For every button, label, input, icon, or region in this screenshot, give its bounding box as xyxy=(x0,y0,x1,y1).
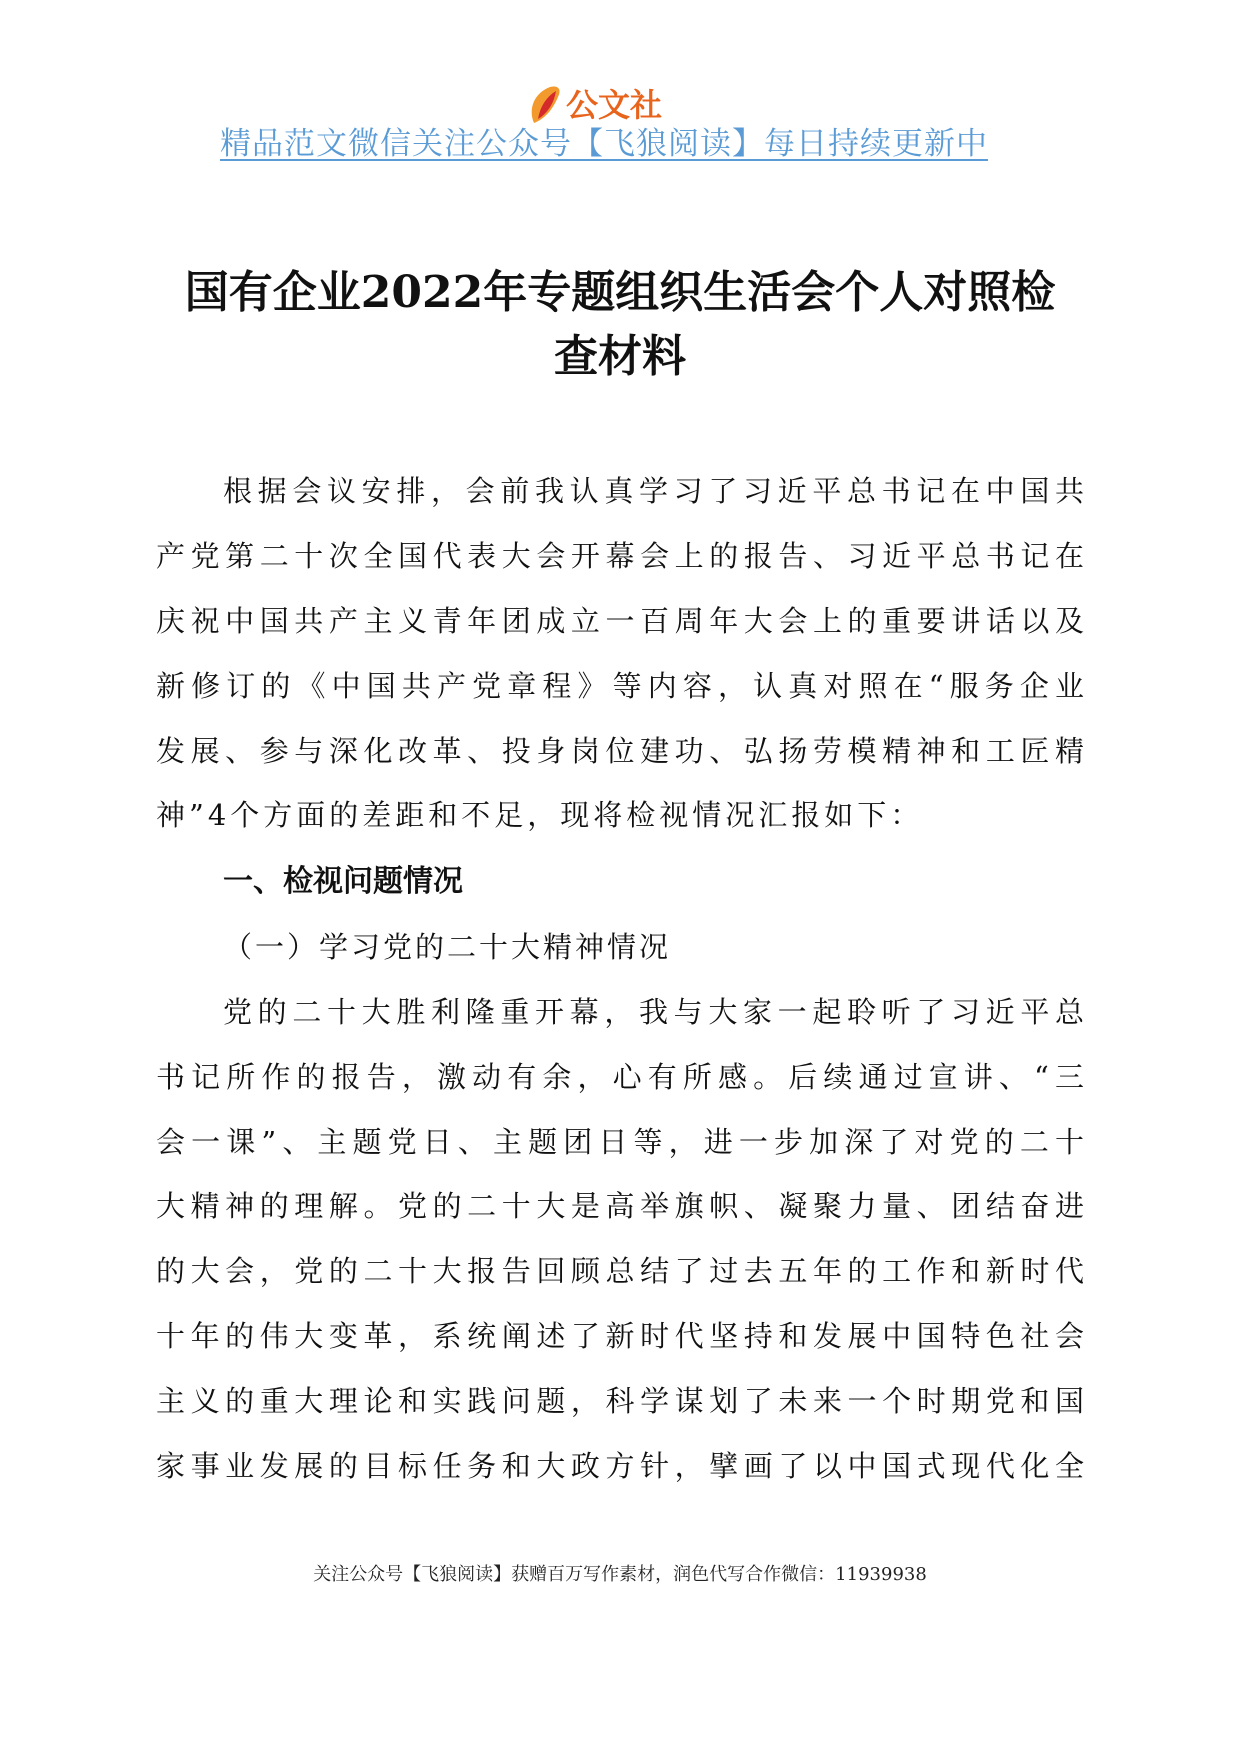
document-title-line1: 国有企业2022年专题组织生活会个人对照检 xyxy=(184,267,1056,318)
logo-text: 公文社 xyxy=(566,86,663,124)
document-title-line2: 查材料 xyxy=(554,331,686,382)
paragraph-line: 新修订的《中国共产党章程》等内容，认真对照在“服务企业 xyxy=(156,669,1084,703)
paragraph-line: 党的二十大胜利隆重开幕，我与大家一起聆听了习近平总 xyxy=(223,995,1084,1029)
paragraph-line: 书记所作的报告，激动有余，心有所感。后续通过宣讲、“三 xyxy=(156,1060,1084,1094)
paragraph-line: 庆祝中国共产主义青年团成立一百周年大会上的重要讲话以及 xyxy=(156,604,1084,638)
section-heading: 一、检视问题情况 xyxy=(223,864,463,899)
paragraph-line: 主义的重大理论和实践问题，科学谋划了未来一个时期党和国 xyxy=(156,1384,1084,1418)
paragraph-line: 根据会议安排，会前我认真学习了习近平总书记在中国共 xyxy=(223,474,1084,508)
paragraph-line: 会一课”、主题党日、主题团日等，进一步加深了对党的二十 xyxy=(156,1125,1084,1159)
paragraph-line: 神”4个方面的差距和不足，现将检视情况汇报如下： xyxy=(156,798,924,832)
subsection-heading: （一）学习党的二十大精神情况 xyxy=(223,930,672,964)
paragraph-line: 家事业发展的目标任务和大政方针，擘画了以中国式现代化全 xyxy=(156,1449,1084,1483)
banner-link[interactable]: 精品范文微信关注公众号【飞狼阅读】每日持续更新中 xyxy=(220,126,988,162)
paragraph-line: 的大会，党的二十大报告回顾总结了过去五年的工作和新时代 xyxy=(156,1254,1084,1288)
paragraph-line: 产党第二十次全国代表大会开幕会上的报告、习近平总书记在 xyxy=(156,539,1084,573)
paragraph-line: 十年的伟大变革，系统阐述了新时代坚持和发展中国特色社会 xyxy=(156,1319,1084,1353)
page-footer: 关注公众号【飞狼阅读】获赠百万写作素材，润色代写合作微信：11939938 xyxy=(313,1564,927,1585)
paragraph-line: 发展、参与深化改革、投身岗位建功、弘扬劳模精神和工匠精 xyxy=(156,734,1084,768)
paragraph-line: 大精神的理解。党的二十大是高举旗帜、凝聚力量、团结奋进 xyxy=(156,1189,1084,1223)
